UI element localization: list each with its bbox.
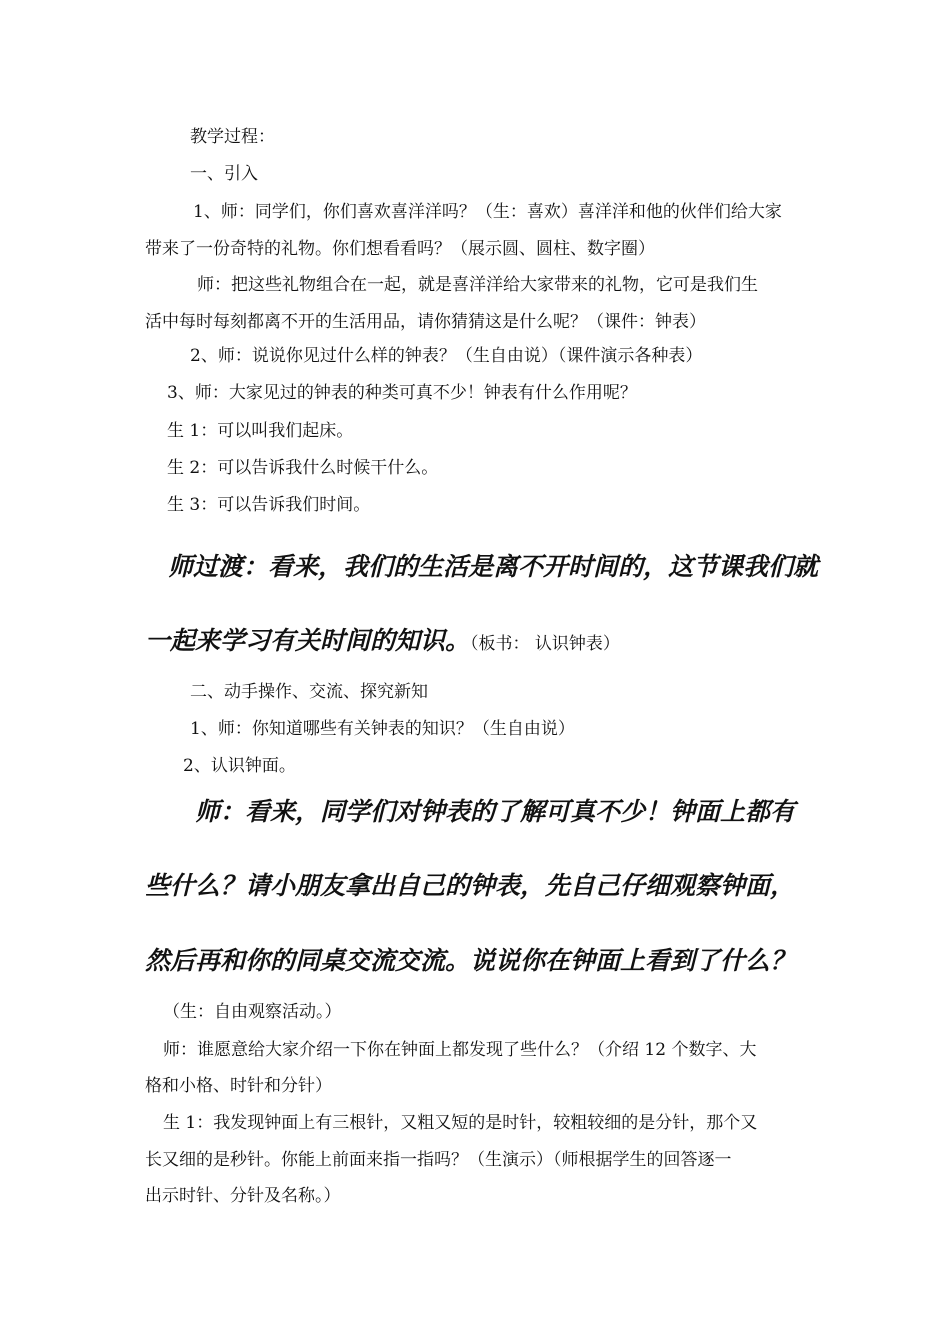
text-line: （生：自由观察活动。）	[163, 1002, 342, 1022]
text-line: 格和小格、时针和分针）	[145, 1076, 332, 1096]
text-line: 带来了一份奇特的礼物。你们想看看吗？（展示圆、圆柱、数字圈）	[145, 239, 655, 259]
text-line: 2、认识钟面。	[183, 756, 296, 776]
emphasis-line: 些什么？请小朋友拿出自己的钟表，先自己仔细观察钟面，	[145, 871, 796, 900]
text-line: 1、师：你知道哪些有关钟表的知识？（生自由说）	[190, 719, 575, 739]
emphasis-text: 一起来学习有关时间的知识。	[145, 626, 471, 655]
text-line: 1、师：同学们，你们喜欢喜洋洋吗？（生：喜欢）喜洋洋和他的伙伴们给大家	[193, 202, 782, 222]
emphasis-line: 师：看来，同学们对钟表的了解可真不少！钟面上都有	[195, 797, 796, 826]
text-line: 生 3：可以告诉我们时间。	[167, 495, 371, 515]
text-line: 生 1：可以叫我们起床。	[167, 421, 354, 441]
board-note: （板书： 认识钟表）	[470, 634, 620, 654]
emphasis-line: 师过渡：看来，我们的生活是离不开时间的，这节课我们就	[168, 552, 819, 581]
section-heading: 二、动手操作、交流、探究新知	[190, 682, 428, 702]
text-line: 2、师：说说你见过什么样的钟表？（生自由说）（课件演示各种表）	[190, 346, 703, 366]
text-line: 活中每时每刻都离不开的生活用品，请你猜猜这是什么呢？（课件：钟表）	[145, 312, 706, 332]
text-line: 3、师：大家见过的钟表的种类可真不少！钟表有什么作用呢？	[167, 383, 637, 403]
section-heading: 一、引入	[190, 164, 258, 184]
text-line: 教学过程：	[190, 127, 275, 147]
text-line: 生 2：可以告诉我什么时候干什么。	[167, 458, 439, 478]
text-line: 师：谁愿意给大家介绍一下你在钟面上都发现了些什么？（介绍 12 个数字、大	[163, 1040, 757, 1060]
text-line: 长又细的是秒针。你能上前面来指一指吗？（生演示）（师根据学生的回答逐一	[145, 1150, 732, 1170]
emphasis-line	[145, 625, 620, 660]
text-line: 师：把这些礼物组合在一起，就是喜洋洋给大家带来的礼物，它可是我们生	[197, 275, 758, 295]
text-line: 出示时针、分针及名称。）	[145, 1186, 341, 1206]
emphasis-line: 然后再和你的同桌交流交流。说说你在钟面上看到了什么？	[145, 946, 796, 975]
text-line: 生 1：我发现钟面上有三根针，又粗又短的是时针，较粗较细的是分针，那个又	[163, 1113, 758, 1133]
